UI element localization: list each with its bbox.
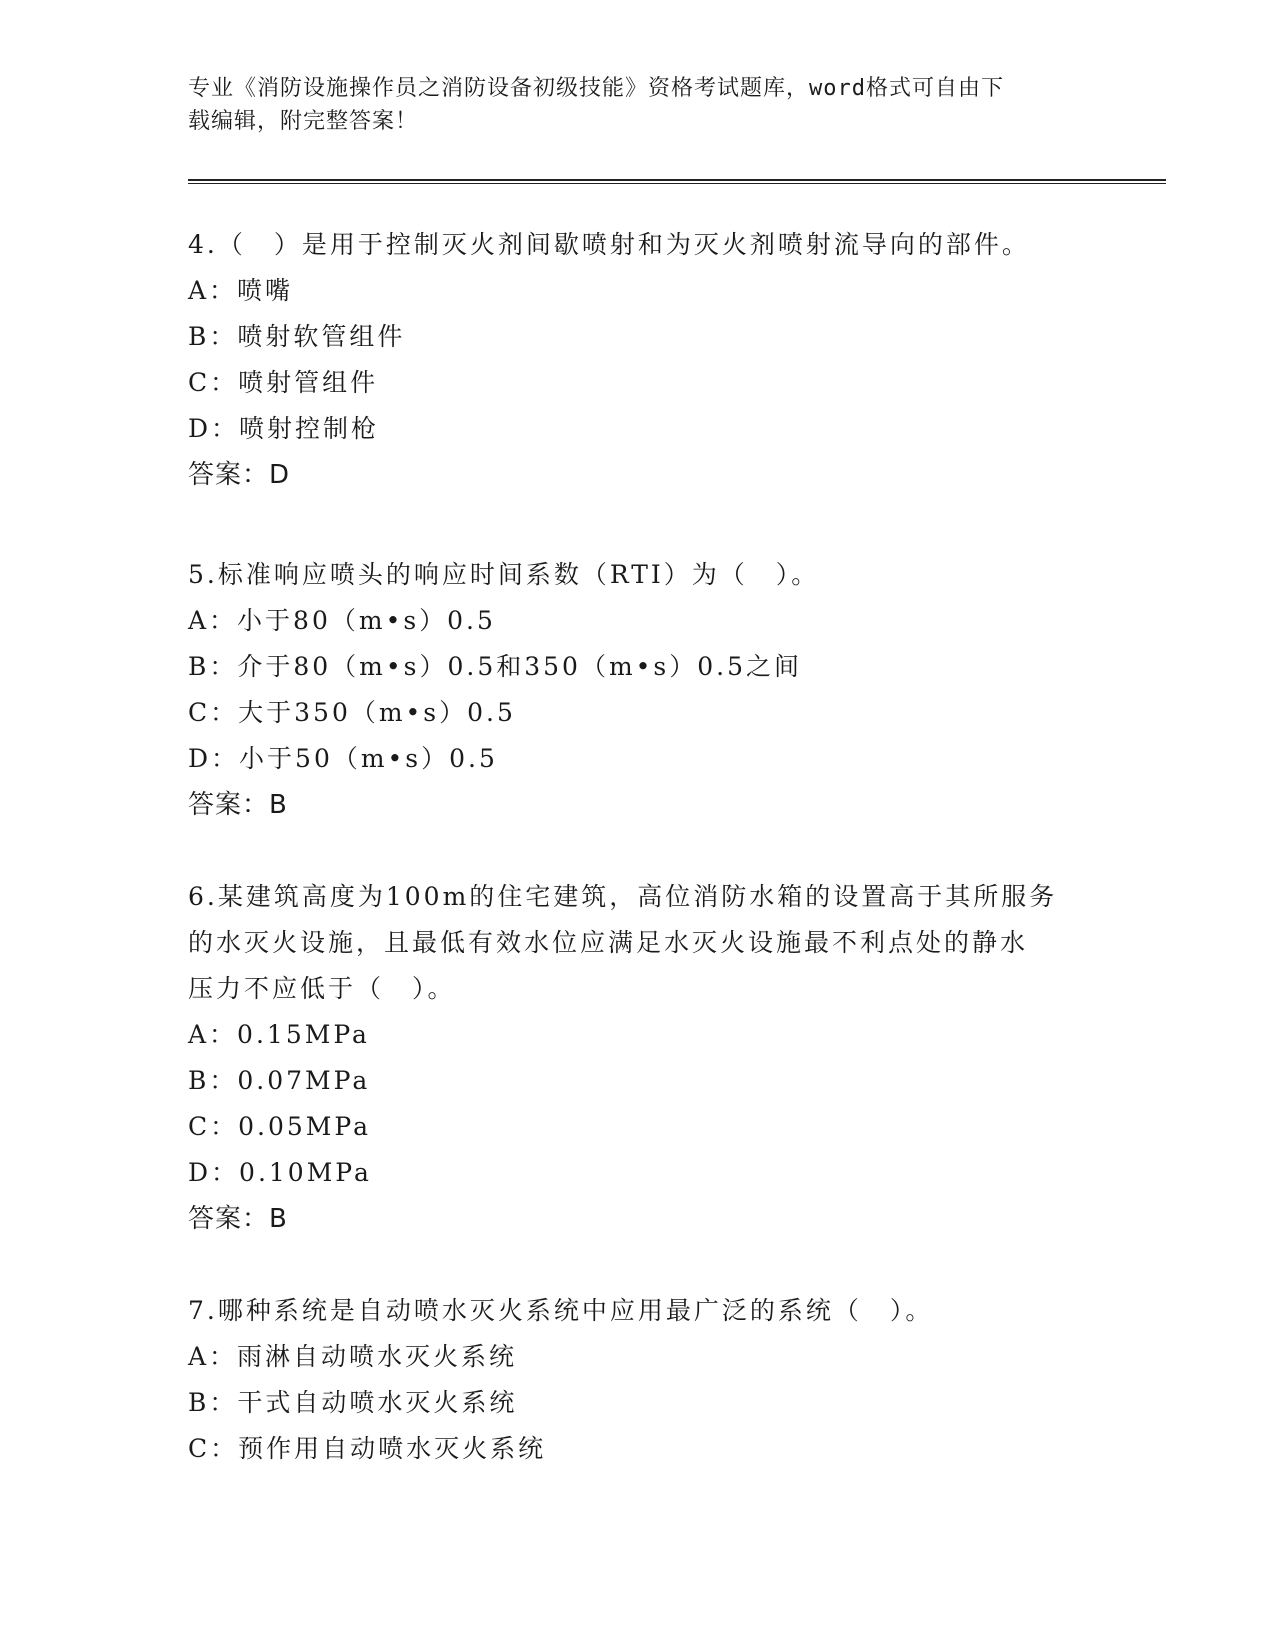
option-b: B：介于80（m•s）0.5和350（m•s）0.5之间 bbox=[188, 652, 802, 681]
answer-label: 答案：D bbox=[188, 460, 291, 490]
option-c: C：喷射管组件 bbox=[188, 368, 379, 397]
option-d: D：0.10MPa bbox=[188, 1158, 372, 1187]
question-4 bbox=[188, 222, 1088, 498]
option-a: A：喷嘴 bbox=[188, 276, 294, 305]
option-c: C：大于350（m•s）0.5 bbox=[188, 698, 516, 727]
header-line-2: 载编辑，附完整答案！ bbox=[188, 109, 419, 134]
option-b: B：干式自动喷水灭火系统 bbox=[188, 1388, 518, 1417]
question-stem: 7.哪种系统是自动喷水灭火系统中应用最广泛的系统（ ）。 bbox=[188, 1296, 934, 1325]
option-a: A：小于80（m•s）0.5 bbox=[188, 606, 496, 635]
option-c: C：预作用自动喷水灭火系统 bbox=[188, 1434, 547, 1463]
question-stem-line-1: 6.某建筑高度为100m的住宅建筑，高位消防水箱的设置高于其所服务 bbox=[188, 882, 1058, 911]
answer-label: 答案：B bbox=[188, 1204, 288, 1234]
option-d: D：喷射控制枪 bbox=[188, 414, 380, 443]
question-7 bbox=[188, 1288, 1088, 1472]
question-5 bbox=[188, 552, 1088, 828]
answer-label: 答案：B bbox=[188, 790, 288, 820]
header-divider-thin bbox=[188, 183, 1166, 184]
option-b: B：喷射软管组件 bbox=[188, 322, 406, 351]
option-a: A：0.15MPa bbox=[188, 1020, 370, 1049]
header-line-1: 专业《消防设施操作员之消防设备初级技能》资格考试题库，word格式可自由下 bbox=[188, 76, 1004, 101]
question-stem-line-3: 压力不应低于（ ）。 bbox=[188, 974, 456, 1003]
option-a: A：雨淋自动喷水灭火系统 bbox=[188, 1342, 518, 1371]
question-stem: 5.标准响应喷头的响应时间系数（RTI）为（ ）。 bbox=[188, 560, 820, 589]
option-c: C：0.05MPa bbox=[188, 1112, 371, 1141]
document-header bbox=[188, 72, 1088, 138]
option-d: D：小于50（m•s）0.5 bbox=[188, 744, 498, 773]
question-6 bbox=[188, 874, 1088, 1242]
header-divider-thick bbox=[188, 179, 1166, 181]
question-stem: 4.（ ）是用于控制灭火剂间歇喷射和为灭火剂喷射流导向的部件。 bbox=[188, 230, 1030, 259]
question-stem-line-2: 的水灭火设施，且最低有效水位应满足水灭火设施最不利点处的静水 bbox=[188, 928, 1029, 957]
option-b: B：0.07MPa bbox=[188, 1066, 371, 1095]
